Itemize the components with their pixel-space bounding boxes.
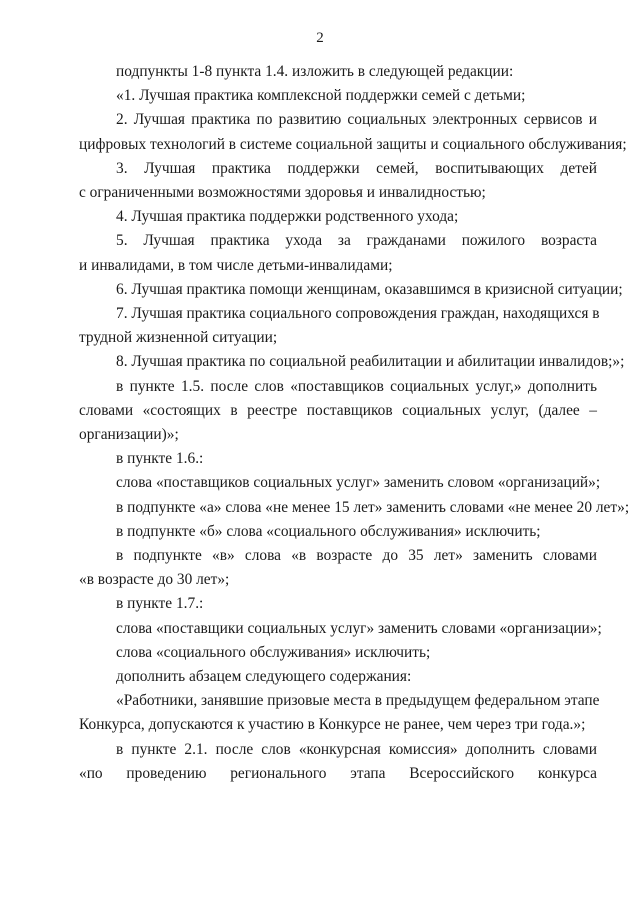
text-line: 2. Лучшая практика по развитию социальных электронных сервисов и	[116, 111, 597, 129]
text-line: «Работники, занявшие призовые места в предыдущем федеральном этапе	[116, 692, 600, 710]
text-line: в пункте 1.5. после слов «поставщиков социальных услуг,» дополнить	[116, 377, 597, 395]
text-line: в пункте 1.7.:	[116, 595, 204, 613]
text-line: цифровых технологий в системе социальной защиты и социального обслуживания;	[79, 135, 627, 153]
text-line: подпункты 1-8 пункта 1.4. изложить в следующей редакции:	[116, 63, 514, 80]
text-line: слова «социального обслуживания» исключить;	[116, 643, 431, 661]
text-line: организации)»;	[79, 426, 179, 444]
text-line: 7. Лучшая практика социального сопровождения граждан, находящихся в	[116, 305, 600, 323]
page-number: 2	[316, 30, 324, 46]
text-line: в подпункте «а» слова «не менее 15 лет» заменить словами «не менее 20 лет»;	[116, 498, 630, 516]
text-line: 5. Лучшая практика ухода за гражданами пожилого возраста	[116, 232, 597, 250]
text-line: с ограниченными возможностями здоровья и инвалидностью;	[79, 184, 486, 202]
text-line: слова «поставщиков социальных услуг» заменить словом «организаций»;	[116, 474, 601, 492]
text-line: в подпункте «в» слова «в возрасте до 35 лет» заменить словами	[116, 547, 597, 565]
text-line: слова «поставщики социальных услуг» заменить словами «организации»;	[116, 619, 602, 637]
text-line: в подпункте «б» слова «социального обслуживания» исключить;	[116, 522, 541, 540]
text-line: Конкурса, допускаются к участию в Конкурсе не ранее, чем через три года.»;	[79, 716, 586, 734]
text-line: «по проведению регионального этапа Всероссийского конкурса	[79, 764, 597, 782]
text-line: 6. Лучшая практика помощи женщинам, оказавшимся в кризисной ситуации;	[116, 280, 623, 298]
text-line: словами «состоящих в реестре поставщиков социальных услуг, (далее –	[79, 401, 597, 419]
text-line: 8. Лучшая практика по социальной реабилитации и абилитации инвалидов;»;	[116, 353, 625, 371]
text-line: дополнить абзацем следующего содержания:	[116, 668, 412, 686]
text-line: в пункте 2.1. после слов «конкурсная комиссия» дополнить словами	[116, 740, 597, 758]
text-line: трудной жизненной ситуации;	[79, 329, 278, 347]
text-line: в пункте 1.6.:	[116, 450, 204, 468]
text-line: и инвалидами, в том числе детьми-инвалидами;	[79, 256, 393, 274]
text-line: «в возрасте до 30 лет»;	[79, 571, 230, 589]
document-body	[79, 60, 630, 786]
text-line: «1. Лучшая практика комплексной поддержки семей с детьми;	[116, 87, 526, 105]
text-line: 4. Лучшая практика поддержки родственного ухода;	[116, 208, 459, 226]
text-line: 3. Лучшая практика поддержки семей, воспитывающих детей	[116, 159, 597, 177]
